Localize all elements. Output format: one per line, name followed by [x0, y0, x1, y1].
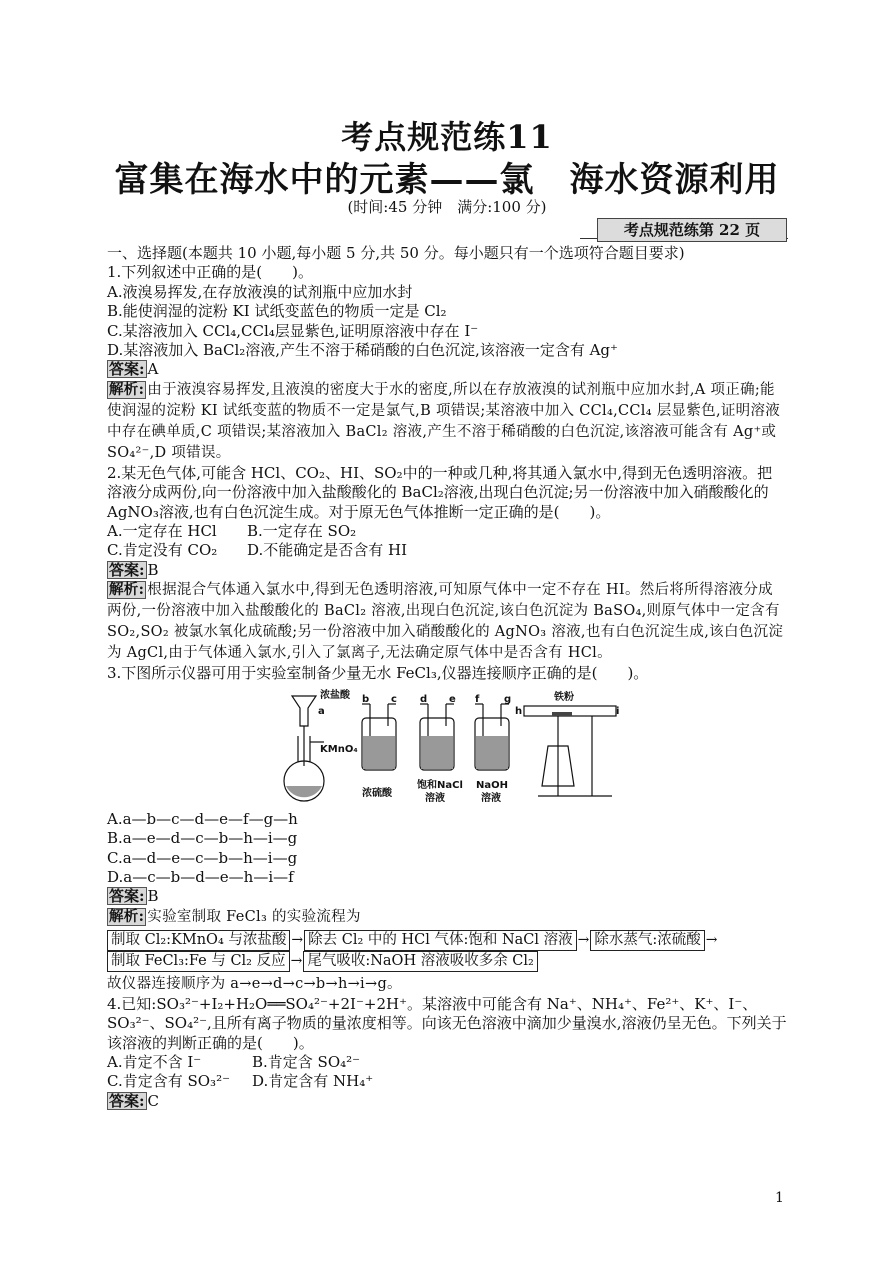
analysis-text: 由于液溴容易挥发,且液溴的密度大于水的密度,所以在存放液溴的试剂瓶中应加水封,A 项正确;能使润湿的淀粉 KI 试纸变蓝的物质不一定是氯气,B 项错误;某溶液中加入 CCl₄,CCl₄ 层显紫色,证明溶液中存在碘单质,C 项错误;某溶液加入 BaCl₂ 溶液,产生不溶于稀硝酸的白色沉淀,该溶液可能含有 Ag⁺或 SO₄²⁻,D 项错误。	[107, 381, 781, 461]
port-d: d	[420, 693, 428, 705]
content-body	[107, 244, 787, 1111]
analysis-label: 解析:	[109, 380, 145, 398]
arrow-right-icon: →	[290, 952, 303, 969]
arrow-right-icon: →	[291, 931, 304, 948]
exam-meta: (时间:45 分钟 满分:100 分)	[347, 198, 547, 216]
question-1	[107, 263, 787, 463]
port-f: f	[475, 693, 480, 705]
option: D.肯定含有 NH₄⁺	[252, 1072, 374, 1091]
question-stem: 3.下图所示仪器可用于实验室制备少量无水 FeCl₃,仪器连接顺序正确的是( )。	[107, 664, 649, 683]
option: D.a—c—b—d—e—h—i—f	[107, 867, 294, 886]
question-stem: 4.已知:SO₃²⁻+I₂+H₂O══SO₄²⁻+2I⁻+2H⁺。某溶液中可能含有 Na⁺、NH₄⁺、Fe²⁺、K⁺、I⁻、SO₃²⁻、SO₄²⁻,且所有离子物质的量浓度相等。向该无色溶液中滴加少量溴水,溶液仍呈无色。下列关于该溶液的判断正确的是( )。	[107, 994, 787, 1052]
answer-label: 答案:	[109, 360, 145, 379]
page-tag: 考点规范练第 22 页	[597, 218, 787, 242]
label-bottle-3-line2: 溶液	[481, 792, 501, 804]
flow-step: 制取 FeCl₃:Fe 与 Cl₂ 反应	[107, 951, 290, 972]
option: A.液溴易挥发,在存放液溴的试剂瓶中应加水封	[107, 282, 413, 301]
port-e: e	[449, 693, 456, 705]
flow-chart	[107, 930, 787, 972]
answer-label: 答案:	[109, 560, 145, 579]
question-3	[107, 664, 787, 994]
answer-line	[107, 561, 787, 580]
analysis-line	[107, 580, 787, 664]
apparatus-diagram	[262, 686, 622, 810]
option: C.a—d—e—c—b—h—i—g	[107, 848, 298, 867]
port-a: a	[318, 705, 325, 717]
label-bottle-1: 浓硫酸	[362, 787, 392, 799]
option: B.能使润湿的淀粉 KI 试纸变蓝色的物质一定是 Cl₂	[107, 302, 447, 321]
option-row	[107, 522, 787, 541]
option-row	[107, 1053, 787, 1072]
label-iron-powder: 铁粉	[554, 691, 574, 703]
label-bottle-2-line1: 饱和NaCl	[417, 779, 463, 791]
analysis-text: 实验室制取 FeCl₃ 的实验流程为	[147, 908, 361, 925]
apparatus-figure	[107, 686, 787, 810]
option: A.a—b—c—d—e—f—g—h	[107, 809, 298, 828]
option: C.肯定没有 CO₂	[107, 541, 218, 560]
analysis-line	[107, 907, 787, 928]
page-subtitle: 富集在海水中的元素——氯 海水资源利用	[114, 160, 780, 200]
analysis-label: 解析:	[109, 907, 145, 925]
port-h: h	[515, 705, 523, 717]
analysis-conclusion: 故仪器连接顺序为 a→e→d→c→b→h→i→g。	[107, 975, 402, 992]
option-row	[107, 1072, 787, 1091]
answer-value: C	[147, 1091, 160, 1110]
option: A.一定存在 HCl	[107, 522, 217, 541]
option: B.肯定含 SO₄²⁻	[252, 1052, 361, 1071]
flow-step: 除去 Cl₂ 中的 HCl 气体:饱和 NaCl 溶液	[304, 930, 577, 951]
label-conc-hcl: 浓盐酸	[320, 689, 350, 701]
answer-value: B	[147, 887, 159, 906]
option: C.某溶液加入 CCl₄,CCl₄层显紫色,证明原溶液中存在 I⁻	[107, 321, 479, 340]
answer-line	[107, 360, 787, 379]
arrow-right-icon: →	[705, 931, 718, 948]
option: D.不能确定是否含有 HI	[247, 541, 408, 560]
label-kmno4: KMnO₄	[320, 743, 358, 755]
analysis-line	[107, 380, 787, 464]
port-c: c	[391, 693, 397, 705]
flow-step: 除水蒸气:浓硫酸	[590, 930, 704, 951]
port-b: b	[362, 693, 370, 705]
option: C.肯定含有 SO₃²⁻	[107, 1072, 230, 1091]
arrow-right-icon: →	[577, 931, 590, 948]
section-header: 一、选择题(本题共 10 小题,每小题 5 分,共 50 分。每小题只有一个选项符合题目要求)	[107, 244, 685, 262]
answer-label: 答案:	[109, 1091, 145, 1110]
answer-label: 答案:	[109, 887, 145, 906]
label-bottle-2-line2: 溶液	[425, 792, 445, 804]
question-stem: 1.下列叙述中正确的是( )。	[107, 263, 314, 282]
answer-line	[107, 887, 787, 906]
port-g: g	[504, 693, 512, 705]
page-number: 1	[775, 1190, 784, 1206]
analysis-text: 根据混合气体通入氯水中,得到无色透明溶液,可知原气体中一定不存在 HI。然后将所得溶液分成两份,一份溶液中加入盐酸酸化的 BaCl₂ 溶液,出现白色沉淀,该白色沉淀为 BaSO₄,则原气体中一定含有 SO₂,SO₂ 被氯水氧化成硫酸;另一份溶液中加入硝酸酸化的 AgNO₃ 溶液,也有白色沉淀生成,该白色沉淀为 AgCl,由于气体通入氯水,引入了氯离子,无法确定原气体中是否含有 HCl。	[107, 582, 784, 662]
port-i: i	[616, 705, 620, 717]
label-bottle-3-line1: NaOH	[476, 779, 508, 791]
flow-step: 制取 Cl₂:KMnO₄ 与浓盐酸	[107, 930, 290, 951]
answer-value: A	[147, 360, 159, 379]
question-4	[107, 995, 787, 1111]
option-row	[107, 541, 787, 560]
question-2	[107, 464, 787, 664]
analysis-label: 解析:	[109, 581, 145, 599]
flow-step: 尾气吸收:NaOH 溶液吸收多余 Cl₂	[303, 951, 538, 972]
option: B.一定存在 SO₂	[247, 522, 357, 541]
answer-line	[107, 1092, 787, 1111]
option: B.a—e—d—c—b—h—i—g	[107, 829, 298, 848]
answer-value: B	[147, 560, 159, 579]
page-title: 考点规范练11	[341, 118, 553, 156]
option: A.肯定不含 I⁻	[107, 1052, 202, 1071]
question-stem: 2.某无色气体,可能含 HCl、CO₂、HI、SO₂中的一种或几种,将其通入氯水中,得到无色透明溶液。把溶液分成两份,向一份溶液中加入盐酸酸化的 BaCl₂溶液,出现白色沉淀;另一份溶液中加入硝酸酸化的 AgNO₃溶液,也有白色沉淀生成。对于原无色气体推断一定正确的是( )。	[107, 463, 773, 521]
option: D.某溶液加入 BaCl₂溶液,产生不溶于稀硝酸的白色沉淀,该溶液一定含有 Ag⁺	[107, 341, 618, 360]
